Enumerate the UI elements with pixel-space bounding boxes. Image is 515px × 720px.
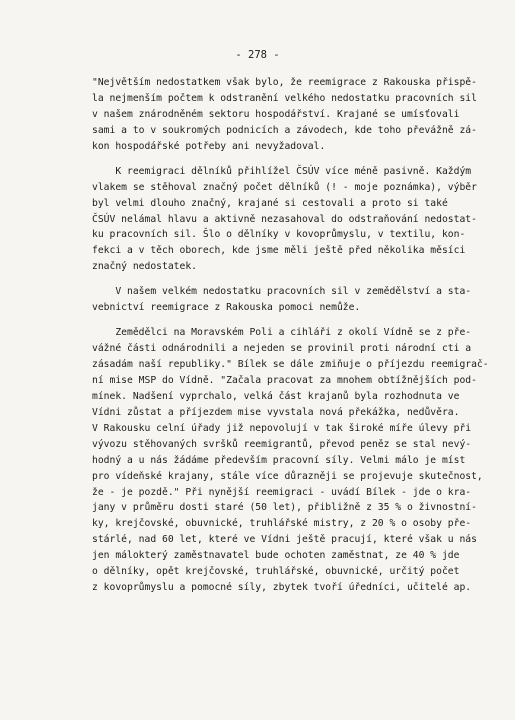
- text-line: vývozu stěhovaných svršků reemigrantů, převod peněz se stal nevý-: [92, 438, 472, 450]
- text-line: z kovoprůmyslu a pomocné síly, zbytek tvoří úředníci, učitelé ap.: [92, 582, 472, 594]
- text-line: V Rakousku celní úřady již nepovolují v tak široké míře úlevy při: [92, 422, 472, 434]
- text-line: mínek. Nadšení vyprchalo, velká část krajanů byla rozhodnuta ve: [92, 390, 460, 402]
- text-line: zásadám naší republiky." Bílek se dále zmiňuje o příjezdu reemigrač-: [92, 359, 489, 370]
- text-line: jany v průměru dosti staré (50 let), přibližně z 35 % o živnostní-: [92, 502, 477, 514]
- text-line: kon hospodářské potřeby ani nevyžadoval.: [92, 140, 326, 152]
- paragraph-3: [92, 284, 492, 316]
- text-line: hodný a u nás žádáme především pracovní síly. Velmi málo je míst: [92, 454, 466, 466]
- text-line: značný nedostatek.: [92, 261, 197, 273]
- text-line: ku pracovních sil. Šlo o dělníky v kovoprůmyslu, v textilu, kon-: [92, 229, 466, 241]
- text-line: "Největším nedostatkem však bylo, že reemigrace z Rakouska přispě-: [92, 77, 477, 88]
- paragraph-2: [92, 164, 492, 276]
- text-line: že - je pozdě." Při nynější reemigraci - uvádí Bílek - jde o kra-: [92, 486, 472, 498]
- text-line: v našem znárodněném sektoru hospodářství. Krajané se umísťovali: [92, 108, 460, 120]
- paragraph-4: [92, 325, 492, 596]
- text-line: byl velmi dlouho značný, krajané si cestovali a proto si také: [92, 197, 448, 209]
- paragraph-1: [92, 75, 492, 155]
- text-line: vlakem se stěhoval značný počet dělníků (! - moje poznámka), výběr: [92, 181, 477, 193]
- text-line: stárlé, nad 60 let, které ve Vídni ještě pracují, které však u nás: [92, 534, 477, 546]
- text-line: K reemigraci dělníků přihlížel ČSÚV více méně pasivně. Každým: [92, 165, 472, 177]
- text-line: sami a to v soukromých podnicích a závodech, kde toho převážně zá-: [92, 124, 477, 136]
- text-line: vebnictví reemigrace z Rakouska pomoci nemůže.: [92, 302, 361, 314]
- text-line: o dělníky, opět krejčovské, truhlářské, obuvnické, určitý počet: [92, 566, 460, 578]
- text-line: la nejmenším počtem k odstranění velkého nedostatku pracovních sil: [92, 92, 477, 104]
- text-line: Vídni zůstat a příjezdem mise vyvstala nová překážka, nedůvěra.: [92, 406, 460, 418]
- body-text: [92, 75, 492, 596]
- text-line: jen málokterý zaměstnavatel bude ochoten zaměstnat, ze 40 % jde: [92, 550, 460, 562]
- page-number: - 278 -: [235, 49, 280, 61]
- text-line: V našem velkém nedostatku pracovních sil v zemědělství a sta-: [92, 286, 472, 298]
- text-line: ní mise MSP do Vídně. "Začala pracovat za mnohem obtížnějších pod-: [92, 374, 477, 386]
- text-line: Zemědělci na Moravském Poli a cihláři z okolí Vídně se z pře-: [92, 327, 472, 339]
- text-line: pro vídeňské krajany, stále více důrazněji se projevuje skutečnost,: [92, 470, 483, 482]
- text-line: fekci a v těch oborech, kde jsme měli ještě před několika měsíci: [92, 245, 466, 257]
- text-line: vážné části odnárodnili a nejeden se provinil proti národní cti a: [92, 343, 472, 355]
- text-line: ky, krejčovské, obuvnické, truhlářské mistry, z 20 % o osoby pře-: [92, 518, 472, 530]
- text-line: ČSÚV nelámal hlavu a aktivně nezasahoval do odstraňování nedostat-: [92, 213, 477, 225]
